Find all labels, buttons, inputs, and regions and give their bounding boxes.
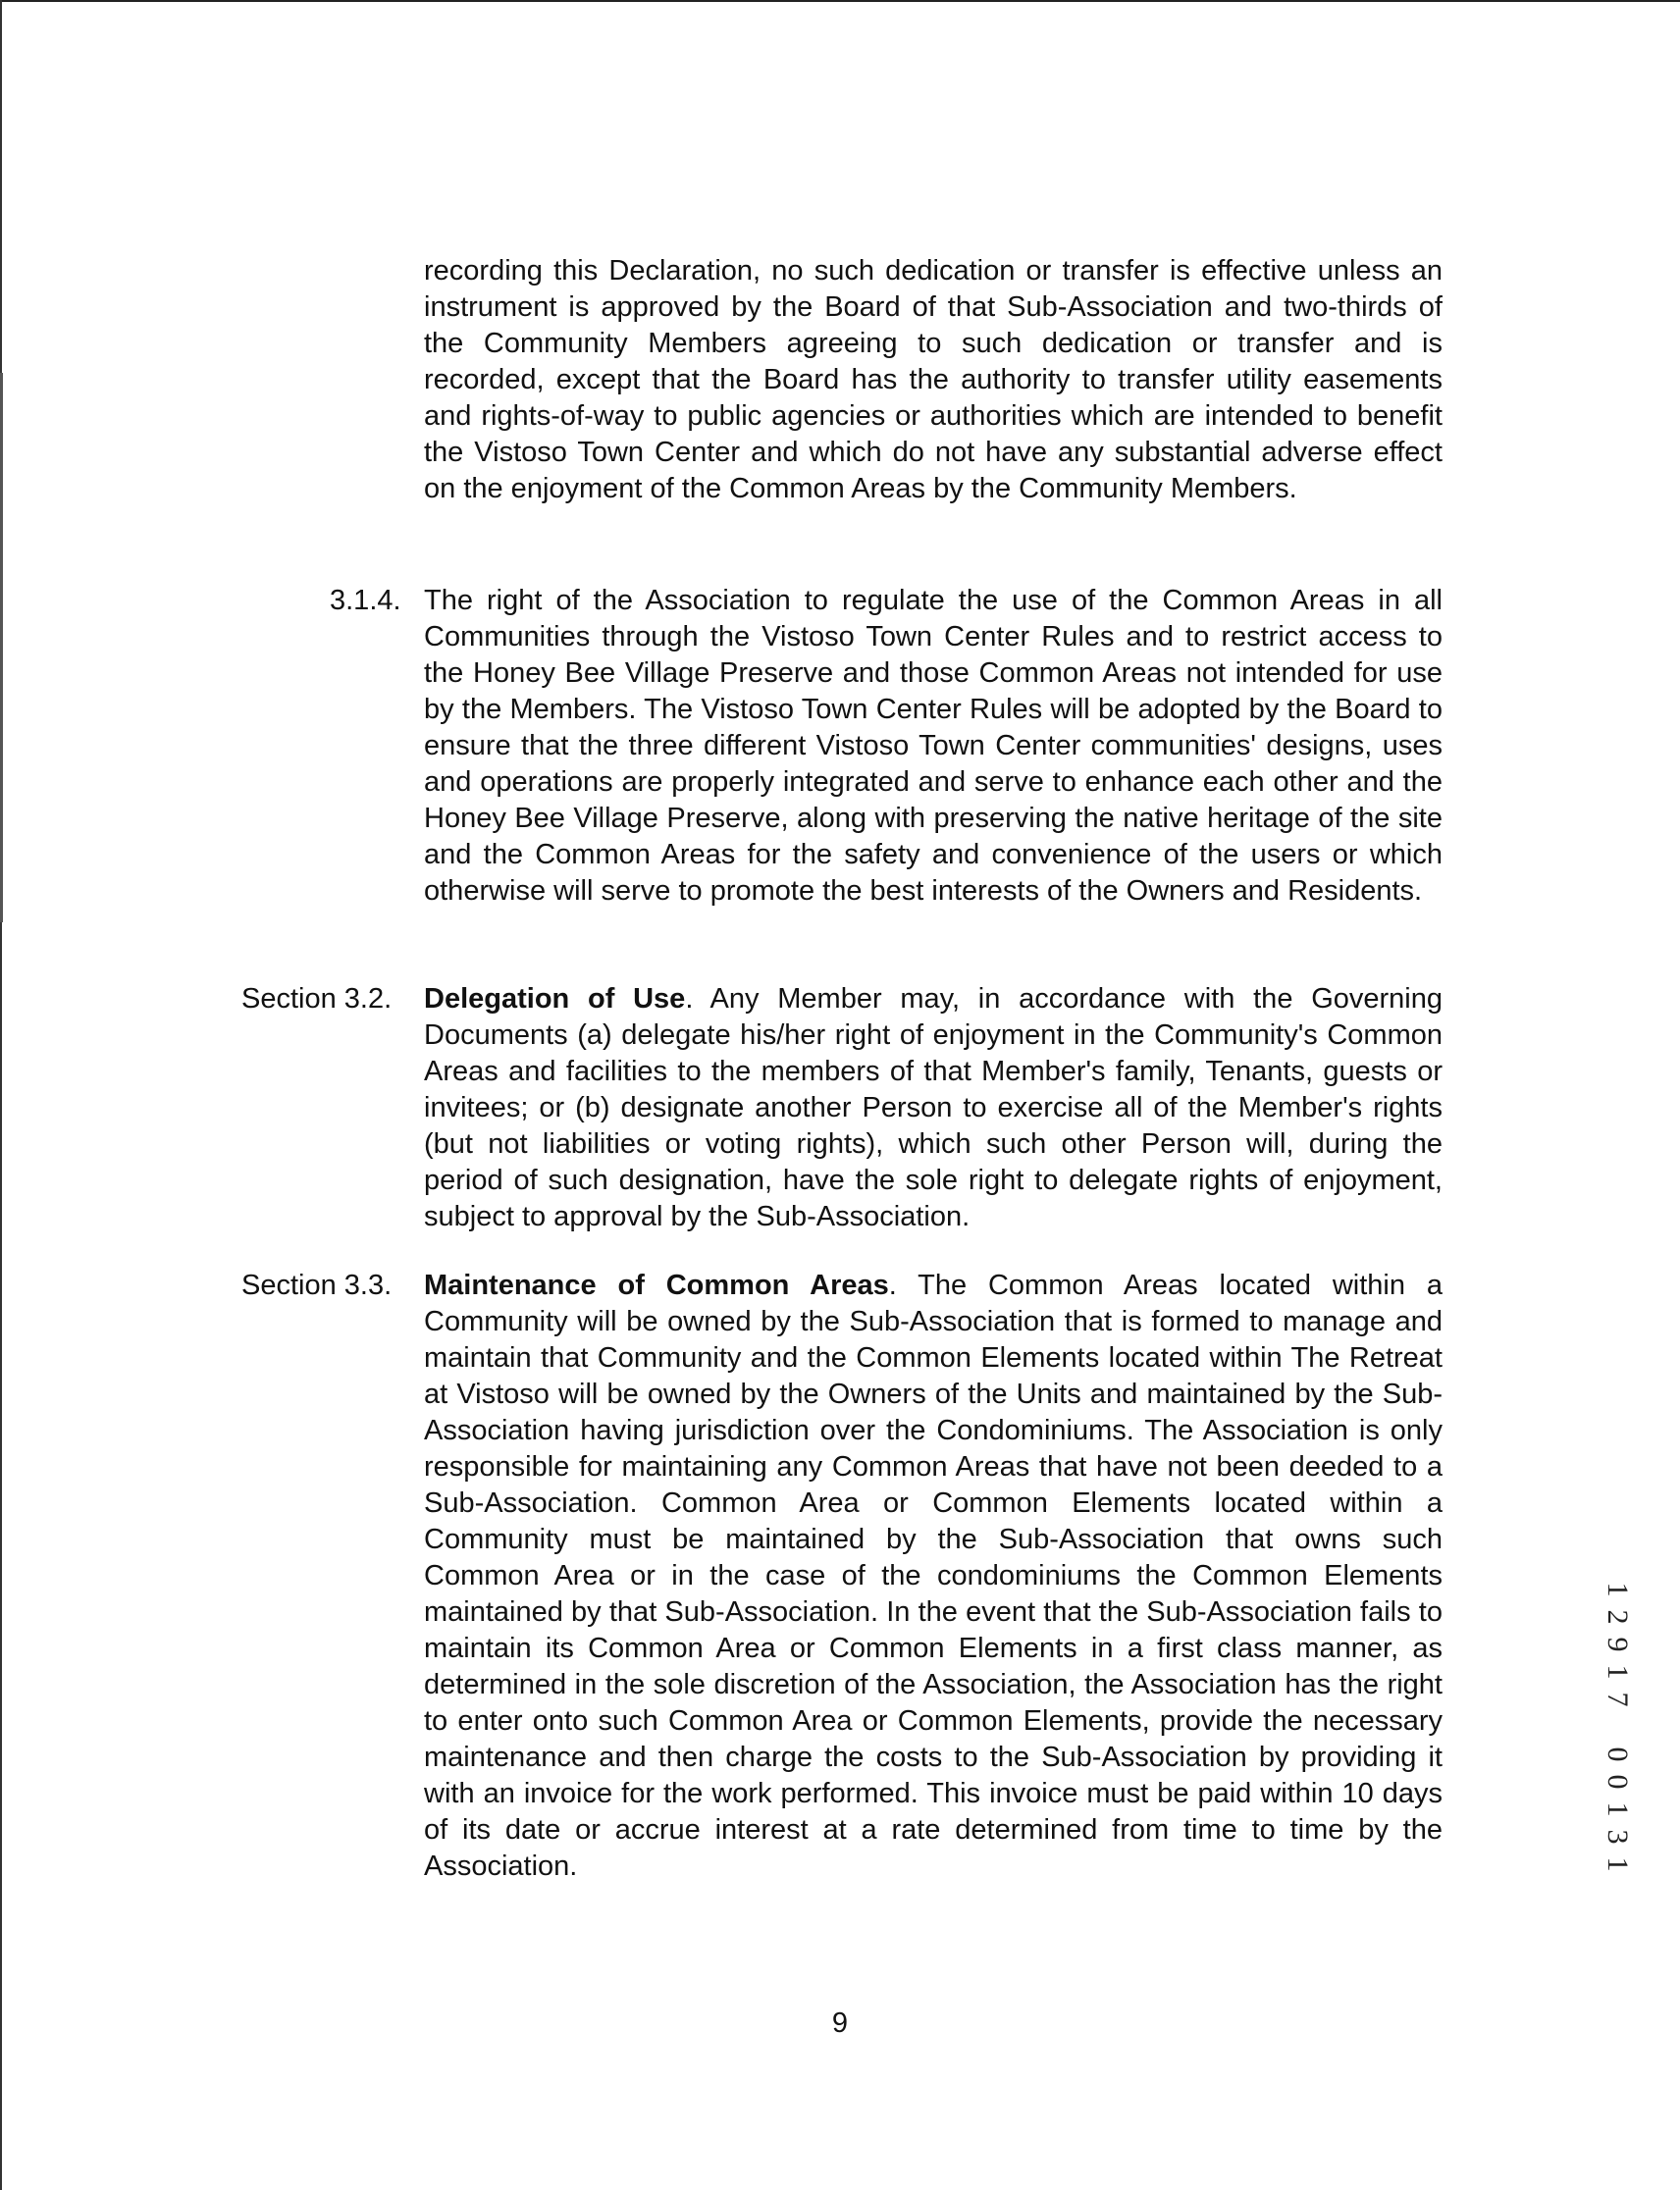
item-3-1-4-paragraph: The right of the Association to regulate the use of the Common Areas in all Communities through the Vistoso Town Center Rules and to restrict access to the Honey Bee Village Preserve and those Common Areas not intended for use by the Members. The Vistoso Town Center Rules will be adopted by the Board to ensure that the three different Vistoso Town Center communities' designs, uses and operations are properly integrated and serve to enhance each other and the Honey Bee Village Preserve, along with preserving the native heritage of the site and the Common Areas for the safety and convenience of the users or which otherwise will serve to promote the best interests of the Owners and Residents. (424, 585, 1443, 907)
section-3-3-paragraph (424, 1268, 1443, 1885)
section-3-2-text: . Any Member may, in accordance with the Governing Documents (a) delegate his/her right of enjoyment in the Community's Common Areas and facilities to the members of that Member's family, Tenants, guests or invitees; or (b) designate another Person to exercise all of the Member's rights (but not liabilities or voting rights), which such other Person will, during the period of such designation, have the sole right to delegate rights of enjoyment, subject to approval by the Sub-Association. (424, 983, 1443, 1232)
stamp-char: 1 (1601, 1582, 1634, 1597)
scan-edge-top (0, 0, 1680, 2)
stamp-char: 9 (1601, 1637, 1634, 1652)
recording-stamp (1601, 1576, 1635, 1872)
section-3-3-heading: Maintenance of Common Areas (424, 1270, 889, 1301)
section-label-3-3: Section 3.3. (241, 1270, 393, 1301)
stamp-char: 0 (1601, 1774, 1634, 1790)
stamp-char: 1 (1601, 1856, 1634, 1872)
continuation-paragraph: recording this Declaration, no such dedication or transfer is effective unless an instrument is approved by the Board of that Sub-Association and two-thirds of the Community Members agreeing to such dedication or transfer and is recorded, except that the Board has the authority to transfer utility easements and rights-of-way to public agencies or authorities which are intended to benefit the Vistoso Town Center and which do not have any substantial adverse effect on the enjoyment of the Common Areas by the Community Members. (424, 255, 1443, 504)
stamp-char: 3 (1601, 1829, 1634, 1845)
stamp-char: 7 (1601, 1692, 1634, 1707)
section-3-2-paragraph (424, 981, 1443, 1235)
section-3-2-heading: Delegation of Use (424, 983, 686, 1015)
scan-edge-mark (0, 373, 3, 922)
page-number: 9 (831, 2008, 849, 2039)
stamp-char: 1 (1601, 1664, 1634, 1680)
item-number-3-1-4: 3.1.4. (330, 585, 401, 616)
stamp-char: 1 (1601, 1801, 1634, 1817)
scan-edge-left (0, 0, 2, 2190)
stamp-char: 2 (1601, 1609, 1634, 1625)
section-label-3-2: Section 3.2. (241, 983, 393, 1015)
section-3-3-text: . The Common Areas located within a Community will be owned by the Sub-Association that is formed to manage and maintain that Community and the Common Elements located within The Retreat at Vistoso will be owned by the Owners of the Units and maintained by the Sub-Association having jurisdiction over the Condominiums. The Association is only responsible for maintaining any Common Areas that have not been deeded to a Sub-Association. Common Area or Common Elements located within a Community must be maintained by the Sub-Association that owns such Common Area or in the case of the condominiums the Common Elements maintained by that Sub-Association. In the event that the Sub-Association fails to maintain its Common Area or Common Elements in a first class manner, as determined in the sole discretion of the Association, the Association has the right to enter onto such Common Area or Common Elements, provide the necessary maintenance and then charge the costs to the Sub-Association by providing it with an invoice for the work performed. This invoice must be paid within 10 days of its date or accrue interest at a rate determined from time to time by the Association. (424, 1270, 1443, 1882)
stamp-char: 0 (1601, 1747, 1634, 1762)
